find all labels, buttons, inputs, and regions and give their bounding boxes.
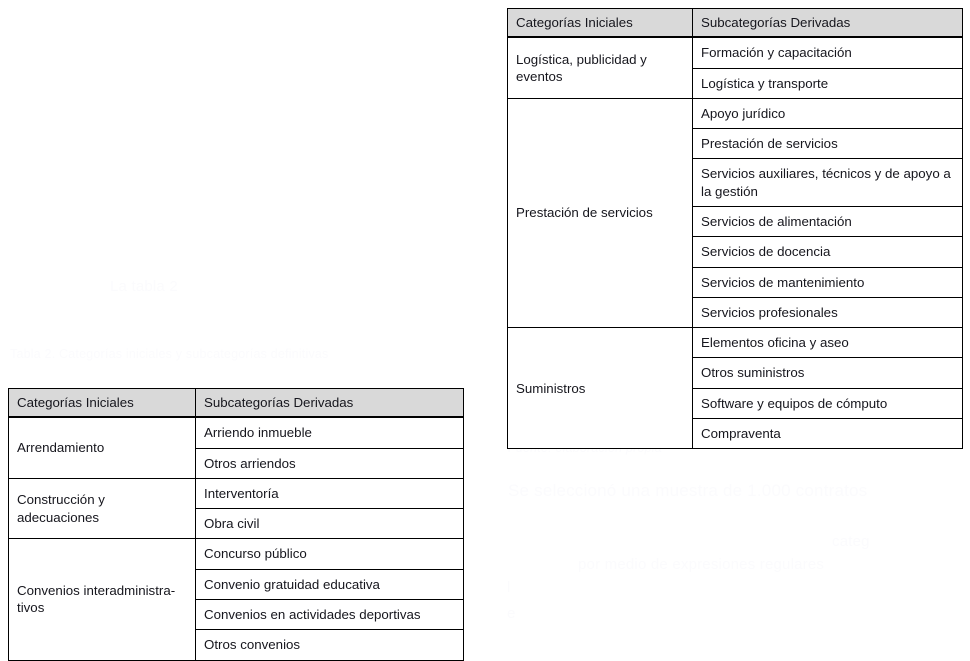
- table-header-left: [9, 389, 464, 418]
- subcategoria-derivada-cell: Servicios auxiliares, técnicos y de apoyo a la gestión: [693, 159, 963, 207]
- subcategoria-derivada-cell: Compraventa: [693, 418, 963, 448]
- ghost-paragraph-2: categ: [832, 533, 870, 550]
- categorias-tabla-derecha: [507, 8, 963, 449]
- subcategoria-derivada-cell: Concurso público: [196, 539, 464, 569]
- subcategoria-derivada-cell: Arriendo inmueble: [196, 417, 464, 448]
- table-row: [9, 539, 464, 569]
- subcategoria-derivada-cell: Interventoría: [196, 478, 464, 508]
- ghost-paragraph-1: Se seleccionó una muestra de 1.000 contratos: [508, 481, 868, 500]
- ghost-caption-left-table: Tabla 2. Categorías iniciales y subcategorías definitivas: [10, 347, 329, 361]
- subcategoria-derivada-cell: Software y equipos de cómputo: [693, 388, 963, 418]
- column-header-subcategorias-derivadas: Subcategorías Derivadas: [196, 389, 464, 418]
- column-header-categorias-iniciales: Categorías Iniciales: [9, 389, 196, 418]
- subcategoria-derivada-cell: Formación y capacitación: [693, 37, 963, 68]
- ghost-text-line1: La tabla 2: [110, 278, 178, 295]
- table-row: [9, 478, 464, 508]
- categoria-inicial-cell: Construcción y adecuaciones: [9, 478, 196, 539]
- column-header-subcategorias-derivadas: Subcategorías Derivadas: [693, 9, 963, 38]
- subcategoria-derivada-cell: Obra civil: [196, 509, 464, 539]
- table-row: [508, 37, 963, 68]
- categoria-inicial-cell: Suministros: [508, 328, 693, 449]
- table-body-right: [508, 37, 963, 448]
- categorias-tabla-izquierda: [8, 388, 464, 661]
- column-header-categorias-iniciales: Categorías Iniciales: [508, 9, 693, 38]
- table-body-left: [9, 417, 464, 660]
- subcategoria-derivada-cell: Convenio gratuidad educativa: [196, 569, 464, 599]
- subcategoria-derivada-cell: Apoyo jurídico: [693, 98, 963, 128]
- categoria-inicial-cell: Logística, publicidad y eventos: [508, 37, 693, 98]
- subcategoria-derivada-cell: Servicios de alimentación: [693, 206, 963, 236]
- table-header-row: [508, 9, 963, 38]
- subcategoria-derivada-cell: Logística y transporte: [693, 68, 963, 98]
- subcategoria-derivada-cell: Servicios de mantenimiento: [693, 267, 963, 297]
- subcategoria-derivada-cell: Convenios en actividades deportivas: [196, 599, 464, 629]
- subcategoria-derivada-cell: Prestación de servicios: [693, 129, 963, 159]
- table-row: [9, 417, 464, 448]
- subcategoria-derivada-cell: Servicios profesionales: [693, 297, 963, 327]
- table-header-right: [508, 9, 963, 38]
- subcategoria-derivada-cell: Otros arriendos: [196, 448, 464, 478]
- ghost-paragraph-3: por medio de expresiones regulares: [578, 556, 825, 573]
- categoria-inicial-cell: Prestación de servicios: [508, 98, 693, 327]
- categoria-inicial-cell: Arrendamiento: [9, 417, 196, 478]
- subcategoria-derivada-cell: Elementos oficina y aseo: [693, 328, 963, 358]
- ghost-paragraph-5: e: [507, 605, 516, 622]
- subcategoria-derivada-cell: Otros suministros: [693, 358, 963, 388]
- ghost-paragraph-4: l: [507, 579, 511, 596]
- subcategoria-derivada-cell: Servicios de docencia: [693, 237, 963, 267]
- table-row: [508, 328, 963, 358]
- table-header-row: [9, 389, 464, 418]
- table-row: [508, 98, 963, 128]
- subcategoria-derivada-cell: Otros convenios: [196, 630, 464, 660]
- categoria-inicial-cell: Convenios interadministra-tivos: [9, 539, 196, 660]
